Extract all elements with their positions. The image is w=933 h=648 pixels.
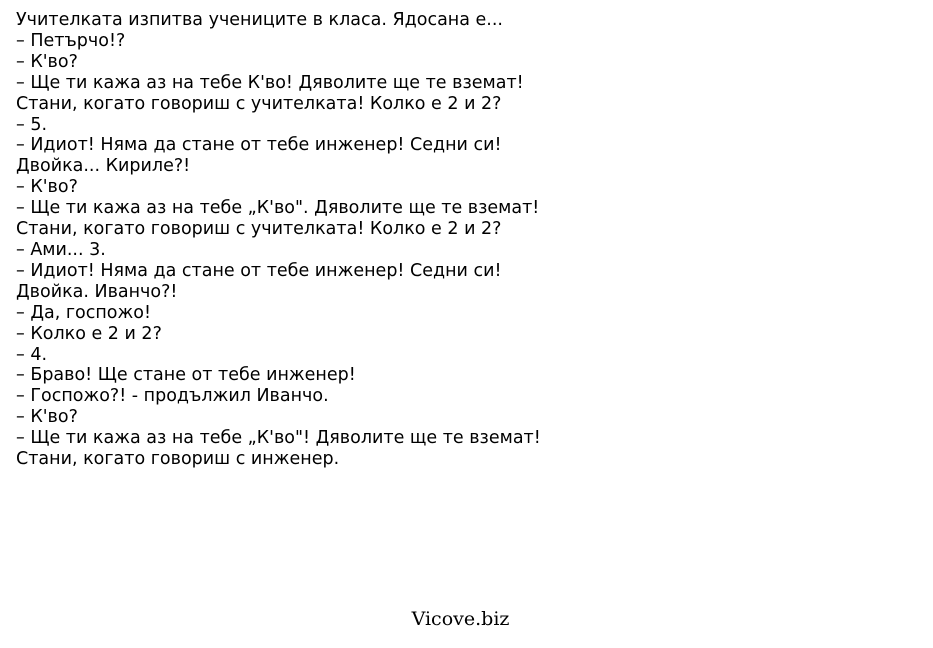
joke-text	[16, 10, 916, 470]
joke-line: – Идиот! Няма да стане от тебе инженер! Седни си!	[16, 260, 502, 281]
joke-line: – Госпожо?! - продължил Иванчо.	[16, 386, 329, 407]
joke-line: – 4.	[16, 344, 48, 365]
joke-line: – Идиот! Няма да стане от тебе инженер! Седни си!	[16, 135, 502, 156]
joke-line: Двойка. Иванчо?!	[16, 281, 178, 302]
joke-line: – 5.	[16, 114, 48, 135]
joke-line: – К'во?	[16, 407, 78, 428]
joke-line: – Ами... 3.	[16, 239, 106, 260]
site-footer: Vicove.biz	[411, 608, 510, 630]
joke-line: – Ще ти кажа аз на тебе „К'во"! Дяволите ще те вземат!	[16, 428, 541, 449]
joke-line: – К'во?	[16, 177, 78, 198]
joke-line: – Да, госпожо!	[16, 302, 151, 323]
joke-line: – Браво! Ще стане от тебе инженер!	[16, 365, 356, 386]
joke-line: – Ще ти кажа аз на тебе К'во! Дяволите ще те вземат!	[16, 72, 524, 93]
joke-line: Учителката изпитва учениците в класа. Ядосана е...	[16, 10, 503, 30]
joke-line: – Петърчо!?	[16, 30, 126, 51]
joke-line: Стани, когато говориш с учителката! Колко е 2 и 2?	[16, 219, 502, 240]
joke-line: Стани, когато говориш с инженер.	[16, 449, 340, 470]
joke-line: – Ще ти кажа аз на тебе „К'во". Дяволите ще те вземат!	[16, 198, 540, 219]
joke-line: – К'во?	[16, 51, 78, 72]
joke-line: Стани, когато говориш с учителката! Колко е 2 и 2?	[16, 93, 502, 114]
joke-line: – Колко е 2 и 2?	[16, 323, 162, 344]
joke-line: Двойка... Кириле?!	[16, 156, 191, 177]
